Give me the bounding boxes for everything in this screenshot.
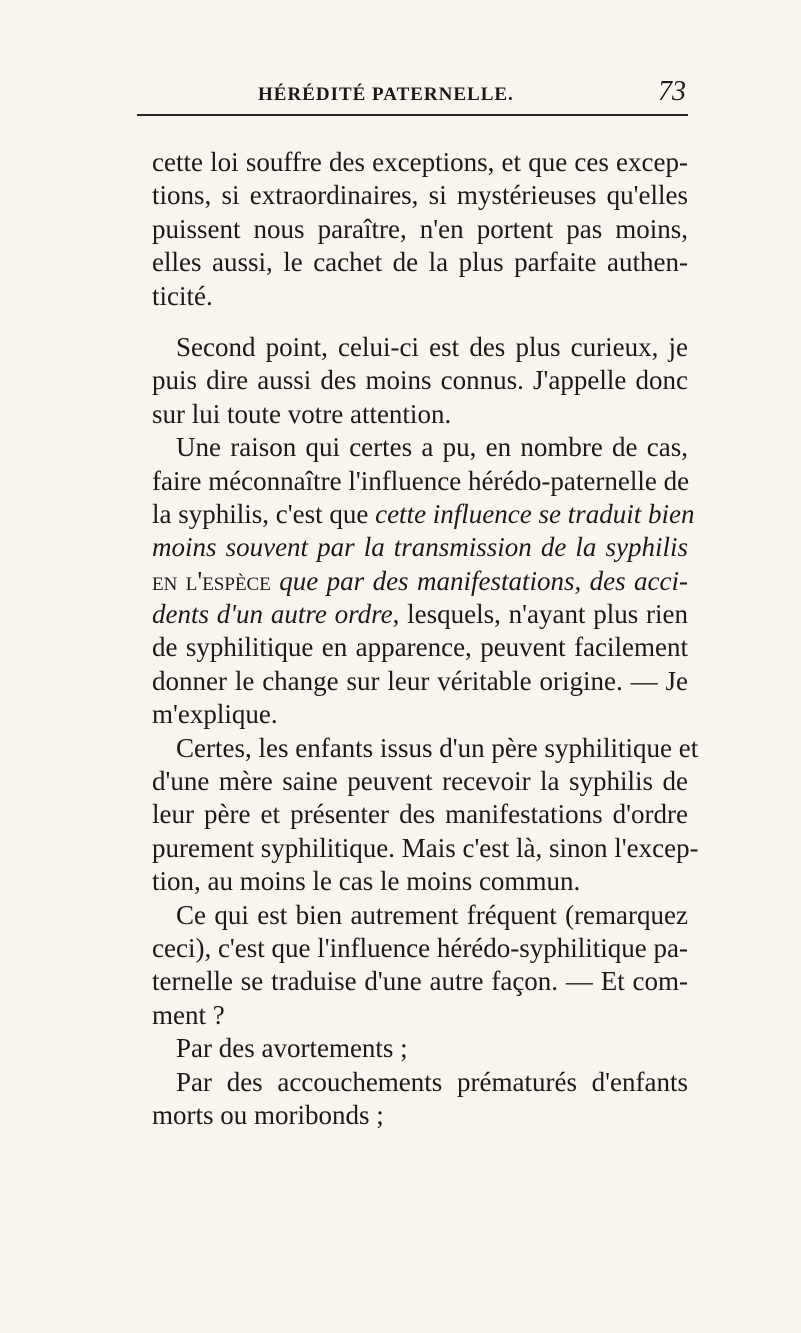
roman-text: , lesquels, n'ayant plus rien [392,599,688,630]
text-line: Certes, les enfants issus d'un père syphilitique et [176,732,699,763]
text-line: Une raison qui certes a pu, en nombre de cas, [176,432,688,463]
text-line: faire méconnaître l'influence hérédo-paternelle de [152,465,690,496]
text-line-mixed [152,498,695,531]
italic-text: que par des manifestations, des acci- [279,565,688,596]
header-rule [137,114,688,116]
text-line: Par des avortements ; [176,1033,408,1064]
roman-text: la syphilis, c'est que [152,498,369,529]
paragraph-gap [152,313,688,331]
text-line-mixed [152,598,688,631]
text-line: de syphilitique en apparence, peuvent facilement [152,632,688,663]
text-line: ment ? [152,999,225,1030]
text-line: tions, si extraordinaires, si mystérieuses qu'elles [152,180,688,211]
text-line: purement syphilitique. Mais c'est là, sinon l'excep- [152,832,699,863]
small-caps-text: en l'espèce [152,565,271,596]
text-line: elles aussi, le cachet de la plus parfaite authen- [152,247,688,278]
text-line: ternelle se traduise d'une autre façon. — Et com- [152,966,688,997]
text-line: Par des accouchements prématurés d'enfants [176,1066,688,1097]
text-line: donner le change sur leur véritable origine. — Je [152,665,688,696]
text-line: ticité. [152,280,213,311]
text-line: leur père et présenter des manifestations d'ordre [152,799,688,830]
text-line: ceci), c'est que l'influence hérédo-syphilitique pa- [152,932,689,963]
text-line: sur lui toute votre attention. [152,398,452,429]
text-line: cette loi souffre des exceptions, et que ces excep- [152,147,688,177]
italic-text: cette influence se traduit bien [375,498,695,529]
text-line-mixed [152,565,688,598]
running-title: HÉRÉDITÉ PATERNELLE. [258,84,514,105]
italic-line: moins souvent par la transmission de la syphilis [152,532,688,563]
text-line: d'une mère saine peuvent recevoir la syphilis de [152,766,688,797]
text-line: m'explique. [152,699,278,730]
italic-text: dents d'un autre ordre [152,599,393,630]
text-line: Second point, celui-ci est des plus curieux, je [176,331,688,362]
text-line: morts ou moribonds ; [152,1099,384,1130]
text-line: Ce qui est bien autrement fréquent (remarquez [176,899,688,930]
page-number: 73 [658,76,686,107]
body-text [152,146,699,1132]
text-line: tion, au moins le cas le moins commun. [152,866,581,897]
text-line: puissent nous paraître, n'en portent pas moins, [152,213,688,244]
text-line: puis dire aussi des moins connus. J'appelle donc [152,365,688,396]
